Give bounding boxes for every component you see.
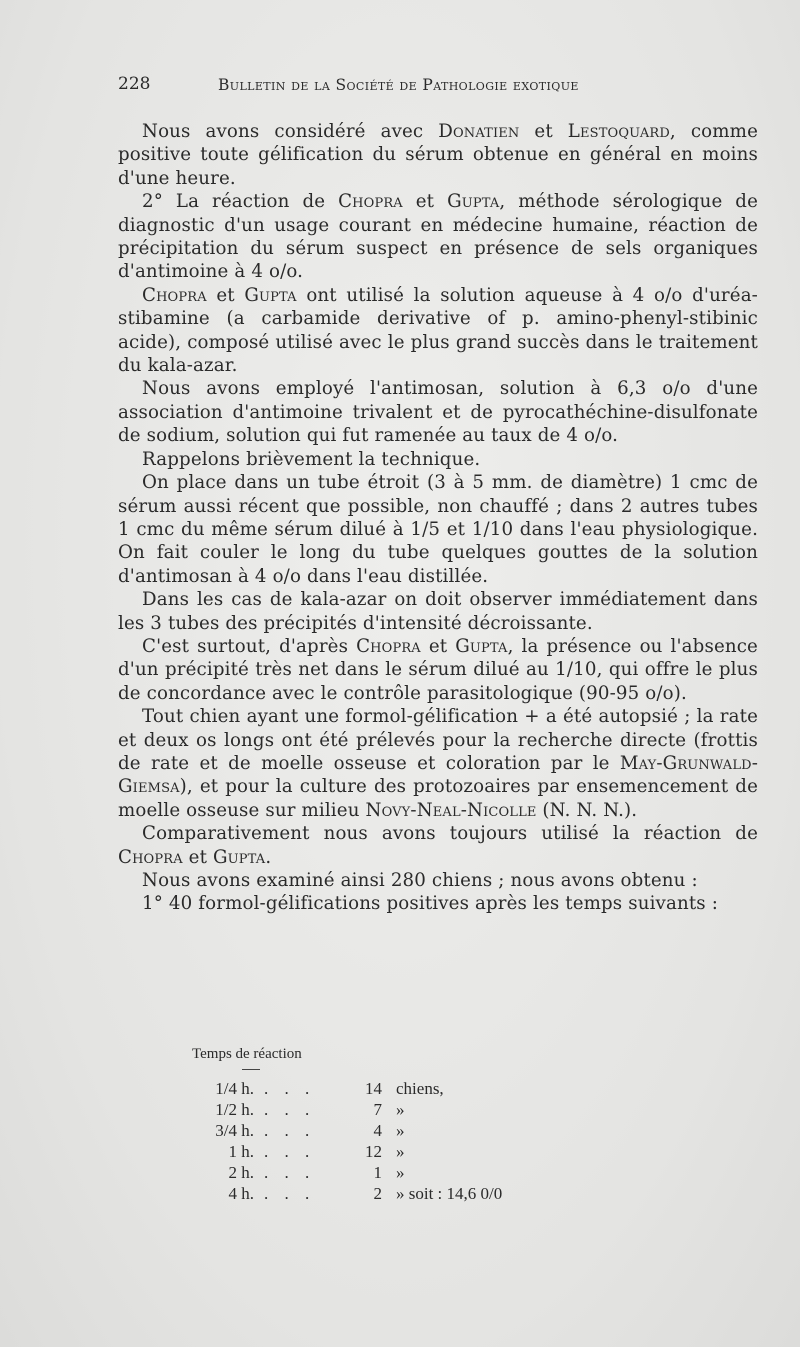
count-cell: 4 (373, 1121, 382, 1140)
table-row (192, 1162, 712, 1183)
time-cell: 1/2 h. (215, 1100, 254, 1119)
leader-dots: . . . (264, 1121, 316, 1140)
author-name: Gupta (244, 284, 297, 306)
text-run: , méthode sérologique de diagnostic d'un usage courant en médecine humaine, réaction de précipitation du sérum suspect en présence de sels organiques d'antimoine à 4 o/o. (118, 191, 758, 283)
table-row (192, 1099, 712, 1120)
page-header (118, 74, 758, 100)
paragraph (118, 705, 758, 822)
time-cell: 1/4 h. (215, 1079, 254, 1098)
paragraph (118, 284, 758, 378)
author-name: Lestoquard (567, 121, 670, 142)
leader-dots: . . . (264, 1142, 316, 1161)
text-run: . (265, 846, 272, 868)
unit-cell: » soit : 14,6 0/0 (396, 1184, 503, 1203)
text-run: ), et pour la culture des protozoaires par ensemencement de moelle osseuse sur milieu (118, 776, 758, 821)
leader-dots: . . . (264, 1100, 316, 1119)
table-row (192, 1183, 712, 1204)
unit-cell: chiens, (396, 1079, 444, 1098)
text-run: et (420, 635, 456, 657)
table-title: Temps de réaction (192, 1046, 302, 1062)
count-cell: 2 (373, 1184, 382, 1203)
author-name: Chopra (118, 846, 183, 868)
paragraph: Nous avons examiné ainsi 280 chiens ; nous avons obtenu : (142, 870, 698, 891)
text-run: et (206, 284, 245, 306)
body-text (118, 120, 758, 916)
paragraph: 1° 40 formol-gélifications positives après les temps suivants : (142, 893, 718, 915)
unit-cell: » (396, 1142, 405, 1161)
paragraph: Dans les cas de kala-azar on doit observer immédiatement dans les 3 tubes des précipités d'intensité décroissante. (118, 589, 758, 634)
table-row (192, 1078, 712, 1099)
leader-dots: . . . (264, 1079, 316, 1098)
text-run: (N. N. N.). (536, 799, 638, 821)
paragraph (118, 120, 758, 190)
author-name: Gupta (212, 846, 266, 868)
author-name: Donatien (438, 121, 520, 142)
text-run: Nous avons considéré avec (142, 121, 439, 142)
text-run: Comparativement nous avons toujours utilisé la réaction de (142, 823, 758, 845)
leader-dots: . . . (264, 1163, 316, 1182)
author-name: Chopra (142, 284, 207, 306)
medium-name: Novy-Neal-Nicolle (365, 799, 537, 821)
time-cell: 2 h. (228, 1163, 254, 1182)
paragraph (118, 190, 758, 284)
count-cell: 12 (365, 1142, 382, 1161)
text-run: , comme positive toute gélification du sérum obtenue en général en moins d'une heure. (118, 121, 758, 189)
count-cell: 7 (373, 1100, 382, 1119)
author-name: Gupta (455, 635, 508, 657)
text-run: 2° La réaction de (142, 191, 339, 213)
unit-cell: » (396, 1121, 405, 1140)
unit-cell: » (396, 1163, 405, 1182)
count-cell: 1 (373, 1163, 382, 1182)
leader-dots: . . . (264, 1184, 316, 1203)
table-row (192, 1120, 712, 1141)
paragraph (118, 635, 758, 705)
time-cell: 4 h. (228, 1184, 254, 1203)
paragraph: Nous avons employé l'antimosan, solution à 6,3 o/o d'une association d'antimoine trivalent et de pyrocathéchine-disulfonate de sodium, solution qui fut ramenée au taux de 4 o/o. (118, 378, 758, 447)
table-rule (242, 1069, 260, 1070)
table-row (192, 1141, 712, 1162)
text-run: et (182, 846, 213, 868)
author-name: Chopra (338, 191, 403, 213)
stain-name: May-Grunwald-Giemsa (118, 752, 758, 798)
time-cell: 1 h. (228, 1142, 254, 1161)
paragraph: On place dans un tube étroit (3 à 5 mm. de diamètre) 1 cmc de sérum aussi récent que possible, non chauffé ; dans 2 autres tubes 1 cmc du même sérum dilué à 1/5 et 1/10 dans l'eau physiologique. On fait couler le long du tube quelques gouttes de la solution d'antimosan à 4 o/o dans l'eau distillée. (118, 472, 758, 587)
reaction-time-table (192, 1046, 712, 1204)
text-run: Tout chien ayant une formol-gélification + a été autopsié ; la rate et deux os longs ont été prélevés pour la recherche directe (frottis de rate et de moelle osseuse et coloration par le (118, 706, 758, 774)
page-number: 228 (118, 74, 151, 94)
paragraph (118, 822, 758, 869)
unit-cell: » (396, 1100, 405, 1119)
time-cell: 3/4 h. (215, 1121, 254, 1140)
text-run: ont utilisé la solution aqueuse à 4 o/o d'uréa-stibamine (a carbamide derivative of p. amino-phenyl-stibinic acide), composé utilisé avec le plus grand succès dans le traitement du kala-azar. (118, 284, 758, 377)
count-cell: 14 (365, 1079, 382, 1098)
paragraph: Rappelons brièvement la technique. (142, 448, 481, 470)
text-run: , la présence ou l'absence d'un précipité très net dans le sérum dilué au 1/10, qui offre le plus de concordance avec le contrôle parasitologique (90-95 o/o). (118, 635, 758, 704)
author-name: Gupta (447, 191, 500, 213)
text-run: C'est surtout, d'après (142, 635, 357, 657)
author-name: Chopra (356, 635, 421, 657)
running-head: Bulletin de la Société de Pathologie exotique (218, 76, 579, 94)
text-run: et (402, 191, 448, 213)
text-run: et (519, 121, 568, 142)
